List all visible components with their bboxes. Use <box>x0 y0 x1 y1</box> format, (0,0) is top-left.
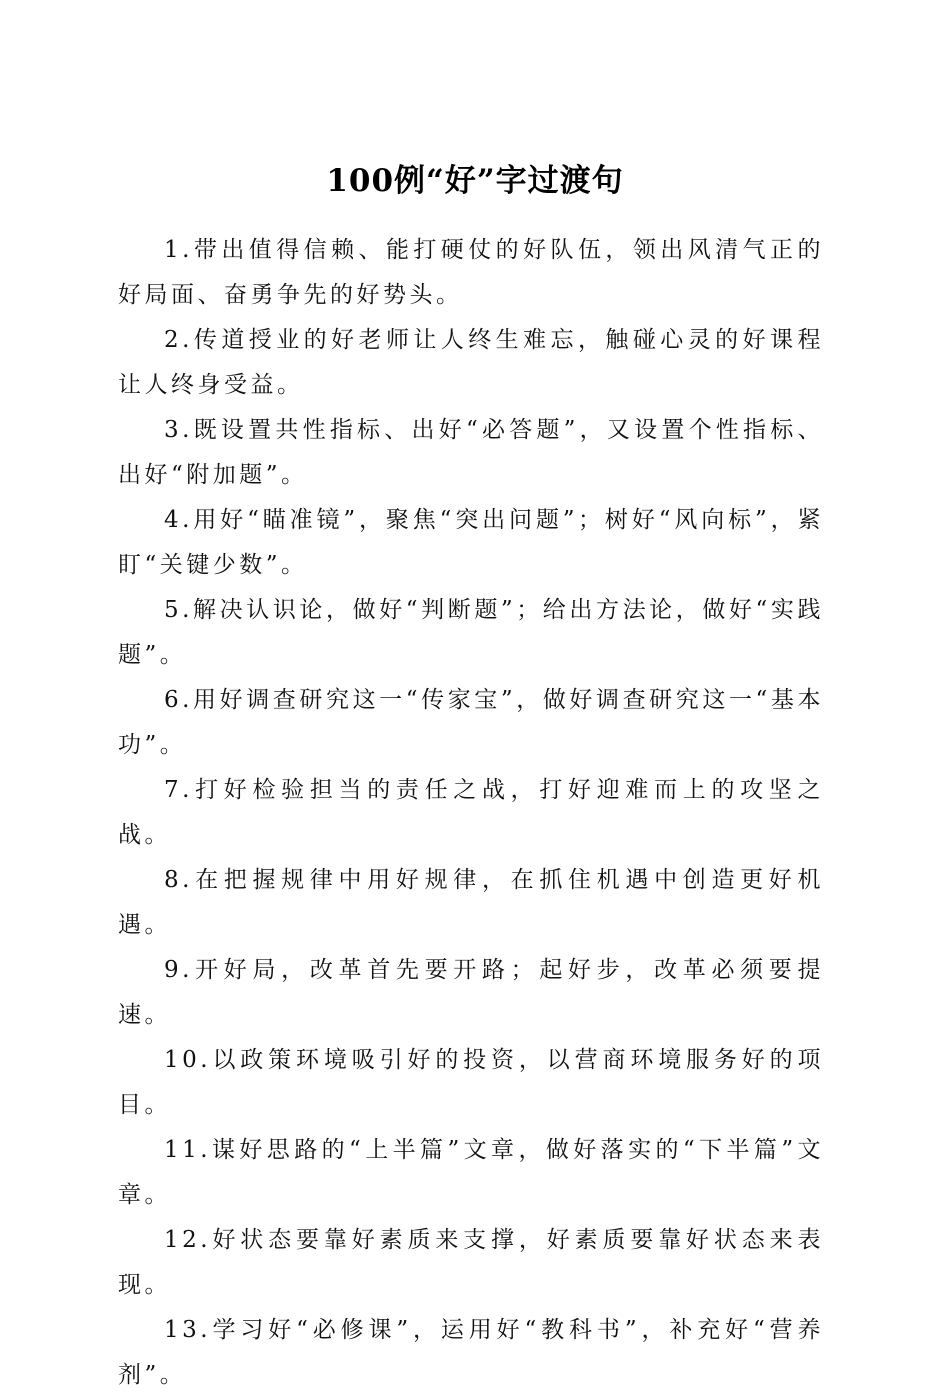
list-item: 7.打好检验担当的责任之战，打好迎难而上的攻坚之战。 <box>118 777 824 848</box>
list-item: 12.好状态要靠好素质来支撑，好素质要靠好状态来表现。 <box>118 1227 824 1298</box>
list-item: 13.学习好“必修课”，运用好“教科书”，补充好“营养剂”。 <box>118 1317 824 1388</box>
document-title: 100例“好”字过渡句 <box>326 162 624 199</box>
list-item: 5.解决认识论，做好“判断题”；给出方法论，做好“实践题”。 <box>118 597 824 668</box>
list-item: 2.传道授业的好老师让人终生难忘，触碰心灵的好课程让人终身受益。 <box>118 327 824 398</box>
list-item: 9.开好局，改革首先要开路；起好步，改革必须要提速。 <box>118 957 824 1028</box>
list-item: 6.用好调查研究这一“传家宝”，做好调查研究这一“基本功”。 <box>118 687 824 758</box>
list-item: 4.用好“瞄准镜”，聚焦“突出问题”；树好“风向标”，紧盯“关键少数”。 <box>118 507 824 578</box>
list-item: 1.带出值得信赖、能打硬仗的好队伍，领出风清气正的好局面、奋勇争先的好势头。 <box>118 237 824 308</box>
sentence-list <box>118 228 824 1398</box>
list-item: 3.既设置共性指标、出好“必答题”，又设置个性指标、出好“附加题”。 <box>118 417 824 488</box>
list-item: 10.以政策环境吸引好的投资，以营商环境服务好的项目。 <box>118 1047 824 1118</box>
list-item: 11.谋好思路的“上半篇”文章，做好落实的“下半篇”文章。 <box>118 1137 824 1208</box>
list-item: 8.在把握规律中用好规律，在抓住机遇中创造更好机遇。 <box>118 867 824 938</box>
